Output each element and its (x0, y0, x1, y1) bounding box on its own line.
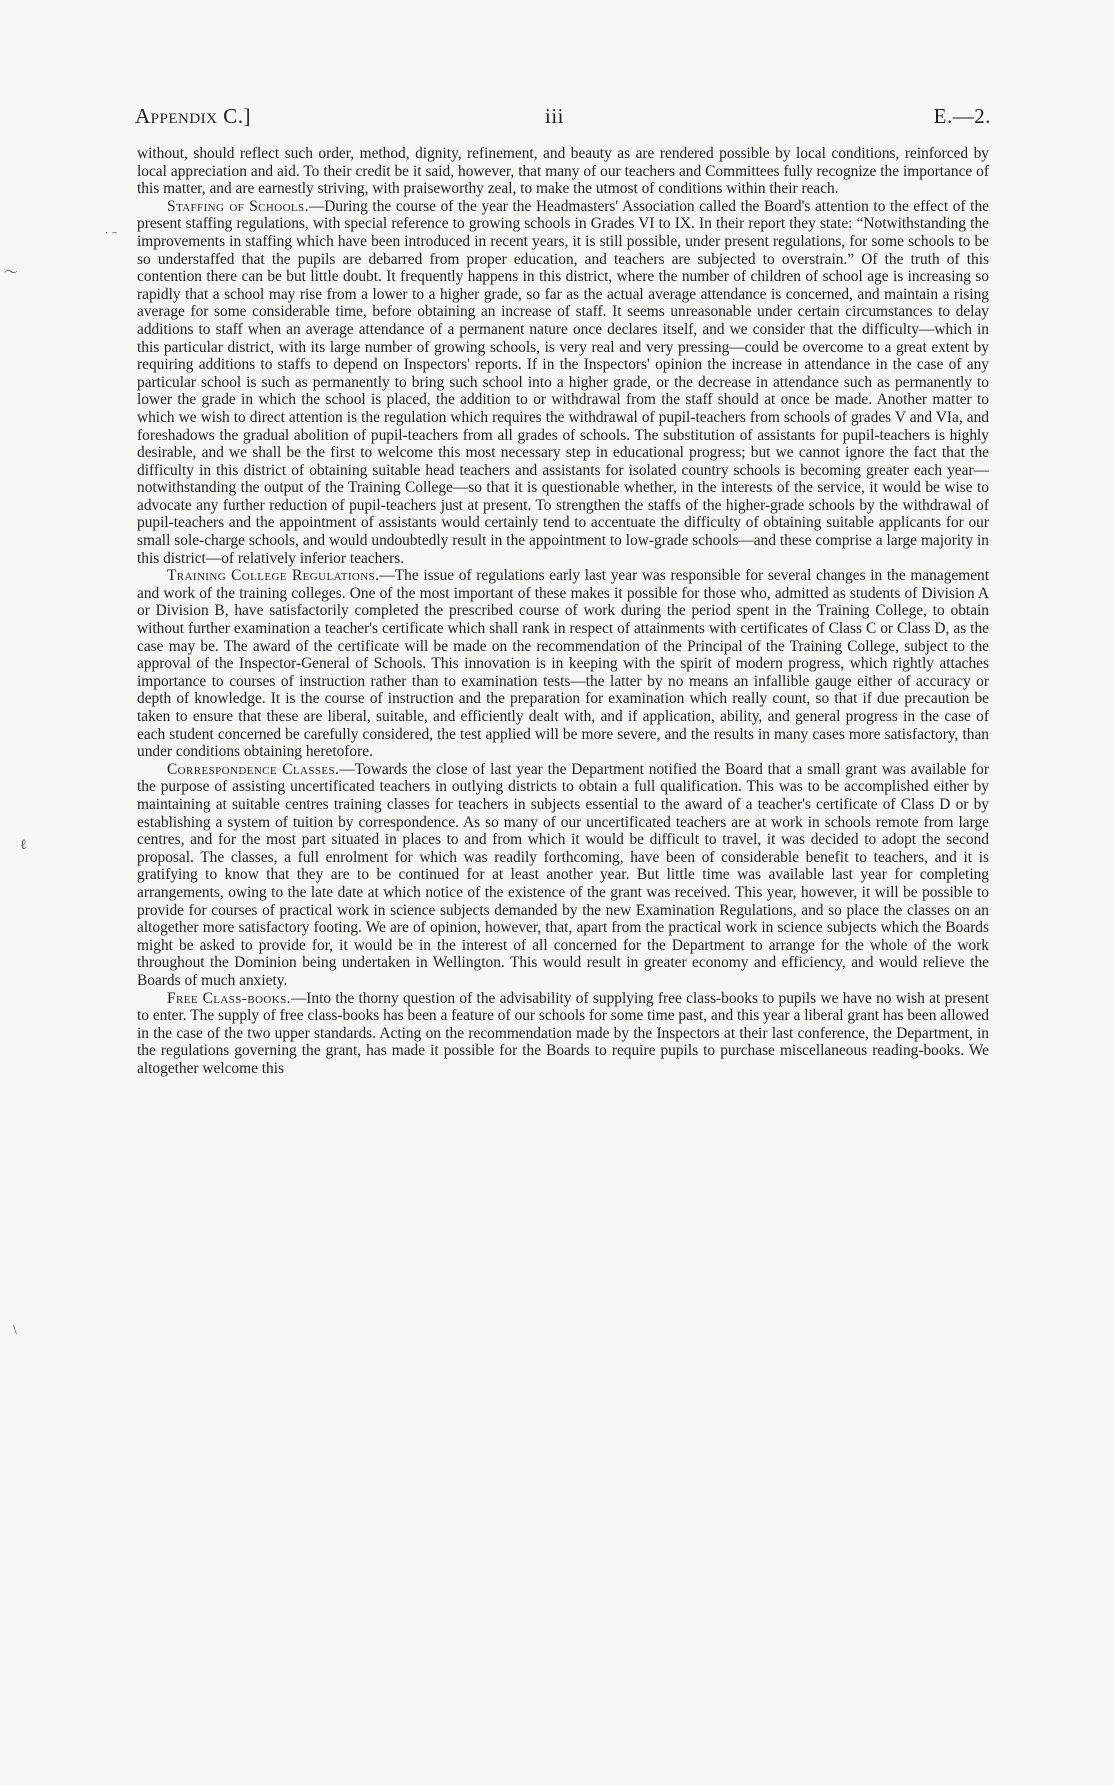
margin-mark: 〜 (4, 266, 18, 281)
paragraph-heading: Staffing of Schools. (167, 197, 309, 215)
paragraph-free-class-books (137, 990, 989, 1078)
paragraph-text: without, should reflect such order, method, dignity, refinement, and beauty as are rendered possible by local conditions, reinforced by local appreciation and aid. To their credit be it said, however, that many of our teachers and Committees fully recognize the importance of this matter, and are earnestly striving, with praiseworthy zeal, to make the utmost of conditions within their reach. (137, 145, 989, 198)
paragraph-heading: Correspondence Classes. (167, 760, 340, 778)
margin-mark: ℓ (20, 838, 27, 853)
paragraph-intro (137, 145, 989, 198)
page-header (135, 104, 991, 134)
paragraph-text: —Towards the close of last year the Department notified the Board that a small grant was available for the purpose of assisting uncertificated teachers in outlying districts to obtain a full qualification. This was to be accomplished either by maintaining at suitable centres training classes for teachers in subjects essential to the award of a teacher's certificate of Class D or by establishing a system of tuition by correspondence. As so many of our uncertificated teachers are at work in schools remote from large centres, and for the most part situated in places to and from which it would be difficult to travel, it was decided to adopt the second proposal. The classes, a full enrolment for which was readily forthcoming, have been of considerable benefit to teachers, and it is gratifying to know that they are to be continued for at least another year. But little time was available last year for completing arrangements, owing to the late date at which notice of the existence of the grant was received. This year, however, it will be possible to provide for courses of practical work in science subjects demanded by the new Examination Regulations, and so place the classes on an altogether more satisfactory footing. We are of opinion, however, that, apart from the practical work in science subjects which the Boards might be asked to provide for, it would be in the interest of all concerned for the Department to arrange for the whole of the work throughout the Dominion being undertaken in Wellington. This would result in greater economy and efficiency, and would relieve the Boards of much anxiety. (137, 760, 989, 989)
paragraph-staffing (137, 198, 989, 567)
paragraph-text: —During the course of the year the Headmasters' Association called the Board's attention to the effect of the present staffing regulations, with special reference to growing schools in Grades VI to IX. In their report they state: “Notwithstanding the improvements in staffing which have been introduced in recent years, it is still possible, under present regulations, for some schools to be so understaffed that the pupils are debarred from proper education, and teachers are subjected to overstrain.” Of the truth of this contention there can be but little doubt. It frequently happens in this district, where the number of children of school age is increasing so rapidly that a school may rise from a lower to a higher grade, so far as the actual average attendance is concerned, and maintain a rising average for some considerable time, before obtaining an increase of staff. It seems unreasonable under certain circumstances to delay additions to staff when an average attendance of a permanent nature once declares itself, and we consider that the difficulty—which in this particular district, with its large number of growing schools, is very real and very pressing—could be overcome to a great extent by requiring additions to staffs to depend on Inspectors' reports. If in the Inspectors' opinion the increase in attendance in the case of any particular school is such as permanently to bring such school into a higher grade, or the decrease in attendance such as permanently to lower the grade in which the school is placed, the addition to or withdrawal from the staff should at once be made. Another matter to which we wish to direct attention is the regulation which requires the withdrawal of pupil-teachers from schools of grades V and VIa, and foreshadows the gradual abolition of pupil-teachers from all grades of schools. The substitution of assistants for pupil-teachers is highly desirable, and we shall be the first to welcome this most necessary step in educational progress; but we cannot ignore the fact that the difficulty in this district of obtaining suitable head teachers and assistants for isolated country schools is becoming greater each year—notwithstanding the output of the Training College—so that it is questionable whether, in the interests of the service, it would be wise to advocate any further reduction of pupil-teachers just at present. To strengthen the staffs of the higher-grade schools by the withdrawal of pupil-teachers and the appointment of assistants would certainly tend to accentuate the difficulty of obtaining suitable applicants for our small sole-charge schools, and would undoubtedly result in the appointment to low-grade schools—and these comprise a large majority in this district—of relatively inferior teachers. (137, 197, 989, 567)
header-document-code: E.—2. (933, 104, 991, 128)
paragraph-heading: Free Class-books. (167, 989, 291, 1007)
paragraph-heading: Training College Regulations. (167, 567, 380, 585)
document-body (137, 145, 989, 1077)
header-appendix-label: Appendix C.] (135, 104, 252, 128)
margin-mark: ﹨ (8, 1322, 22, 1337)
margin-mark: ˙ ˉ (104, 230, 117, 245)
paragraph-text: —Into the thorny question of the advisability of supplying free class-books to pupils we have no wish at present to enter. The supply of free class-books has been a feature of our schools for some time past, and this year a liberal grant has been allowed in the case of the two upper standards. Acting on the recommendation made by the Inspectors at their last conference, the Department, in the regulations governing the grant, has made it possible for the Boards to require pupils to purchase miscellaneous reading-books. We altogether welcome this (137, 989, 990, 1077)
paragraph-correspondence (137, 761, 989, 990)
paragraph-training-college (137, 567, 989, 761)
paragraph-text: —The issue of regulations early last year was responsible for several changes in the management and work of the training colleges. One of the most important of these makes it possible for those who, admitted as students of Division A or Division B, have satisfactorily completed the prescribed course of work during the period spent in the Training College, to obtain without further examination a teacher's certificate which shall rank in respect of attainments with certificates of Class C or Class D, as the case may be. The award of the certificate will be made on the recommendation of the Principal of the Training College, subject to the approval of the Inspector-General of Schools. This innovation is in keeping with the spirit of modern progress, which rightly attaches importance to courses of instruction rather than to examination tests—the latter by no means an infallible gauge either of accuracy or depth of knowledge. It is the course of instruction and the preparation for examination which really count, so that if due precaution be taken to ensure that these are liberal, suitable, and efficiently dealt with, and if application, ability, and general progress in the case of each student concerned be carefully considered, the test applied will be more severe, and the results in many cases more satisfactory, than under conditions obtaining heretofore. (137, 567, 989, 761)
header-page-number: iii (545, 104, 565, 128)
